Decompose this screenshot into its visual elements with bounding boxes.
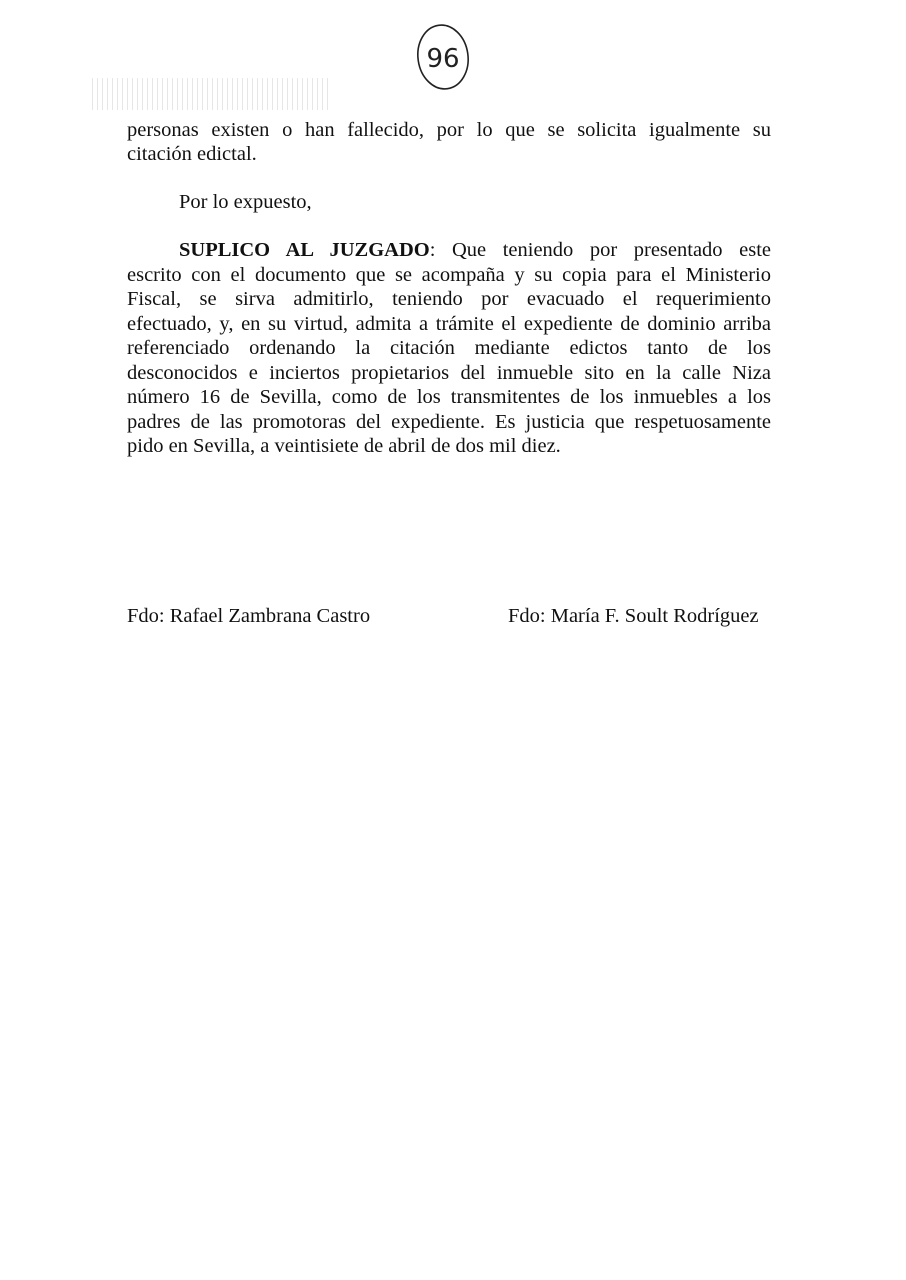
paragraph2: Por lo expuesto,: [179, 191, 312, 213]
scan-noise: [92, 78, 332, 110]
suplico-heading: SUPLICO AL JUZGADO: [179, 239, 430, 261]
paragraph3-lead: : Que teniendo por presentado este: [429, 239, 771, 261]
paragraph3-line-1: [179, 238, 771, 262]
paragraph3-line-5: referenciado ordenando la citación mediante edictos tanto de los: [127, 337, 771, 359]
paragraph1-line-2: citación edictal.: [127, 143, 257, 165]
paragraph3-line-9: pido en Sevilla, a veintisiete de abril de dos mil diez.: [127, 435, 561, 457]
paragraph3-line-7: número 16 de Sevilla, como de los transmitentes de los inmuebles a los: [127, 386, 771, 408]
paragraph1-line-1: personas existen o han fallecido, por lo que se solicita igualmente su: [127, 119, 771, 141]
signature-right: Fdo: María F. Soult Rodríguez: [508, 605, 759, 627]
page-number-text: 96: [426, 44, 460, 74]
paragraph3-line-6: desconocidos e inciertos propietarios del inmueble sito en la calle Niza: [127, 361, 771, 384]
signature-left: Fdo: Rafael Zambrana Castro: [127, 605, 371, 627]
paragraph3-line-2: escrito con el documento que se acompaña y su copia para el Ministerio: [127, 263, 771, 286]
paragraph3-line-8: padres de las promotoras del expediente. Es justicia que respetuosamente: [127, 410, 771, 433]
paragraph3-line-3: Fiscal, se sirva admitirlo, teniendo por evacuado el requerimiento: [127, 288, 771, 310]
paragraph3-line-4: efectuado, y, en su virtud, admita a trámite el expediente de dominio arriba: [127, 312, 771, 335]
handwritten-page-number: [412, 22, 474, 92]
